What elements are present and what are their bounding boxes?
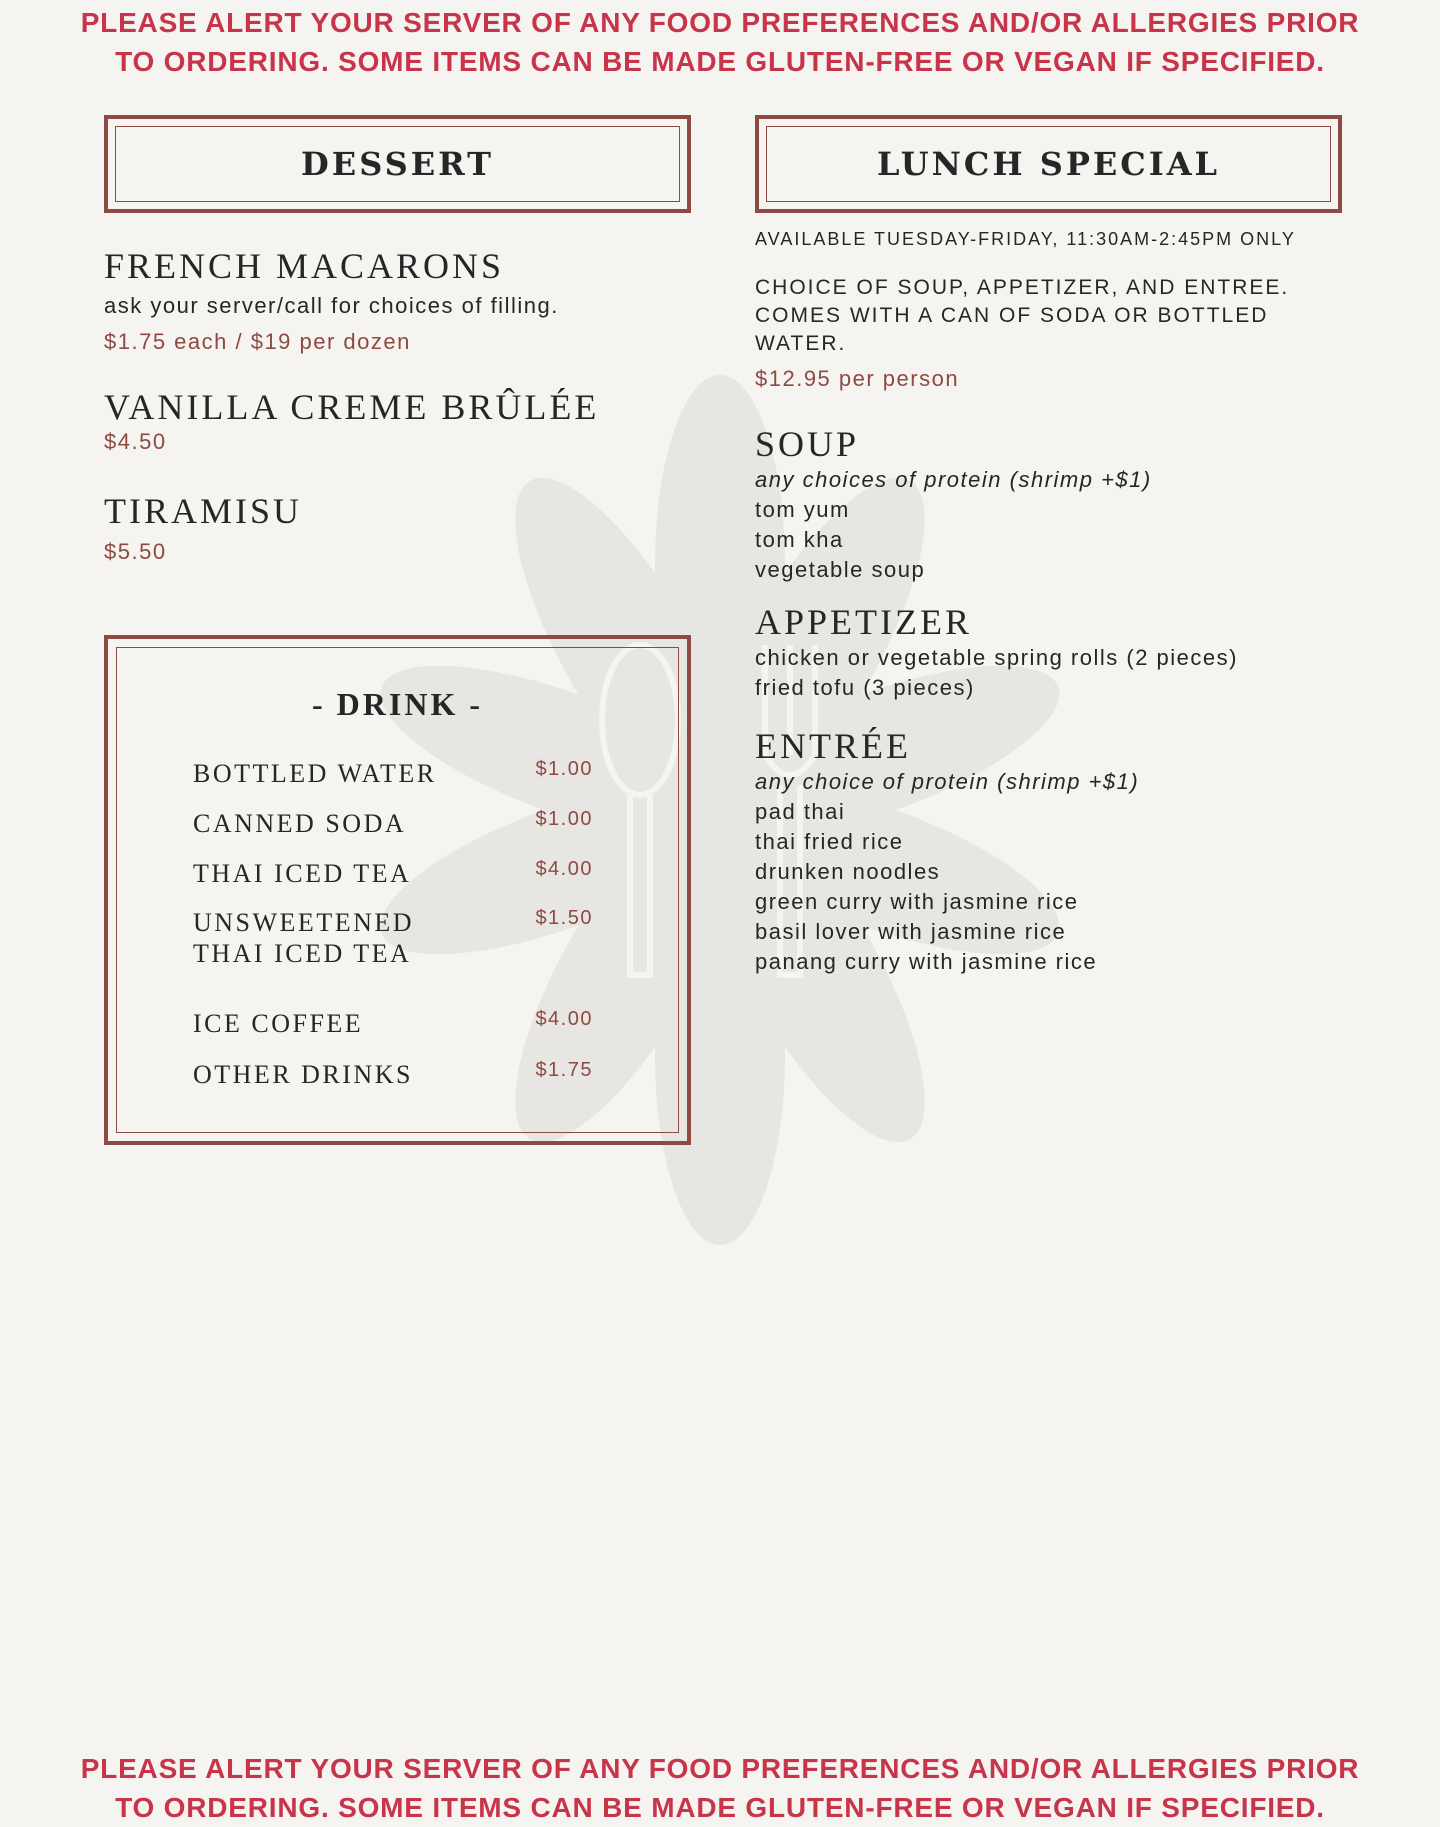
lunch-title: LUNCH SPECIAL [766, 126, 1331, 202]
drink-name: UNSWEETENED THAI ICED TEA [193, 908, 415, 968]
dessert-items [104, 245, 704, 566]
drink-name: CANNED SODA [193, 809, 407, 838]
soup-heading: SOUP [755, 424, 860, 464]
entree-item: thai fried rice [755, 829, 904, 854]
drink-name: OTHER DRINKS [193, 1060, 413, 1089]
dessert-item [104, 386, 704, 456]
lunch-description: CHOICE OF SOUP, APPETIZER, AND ENTREE. COMES WITH A CAN OF SODA OR BOTTLED WATER. [755, 276, 1290, 355]
alert-line-2: TO ORDERING. SOME ITEMS CAN BE MADE GLUTEN-FREE OR VEGAN IF SPECIFIED. [115, 46, 1325, 77]
dessert-item [104, 490, 704, 566]
drink-title: - DRINK - [312, 686, 483, 722]
drink-price: $1.00 [535, 808, 593, 830]
lunch-details [755, 226, 1395, 977]
drink-name: ICE COFFEE [193, 1009, 364, 1038]
dessert-title: DESSERT [115, 126, 680, 202]
appetizer-heading: APPETIZER [755, 602, 973, 642]
appetizer-item: fried tofu (3 pieces) [755, 675, 975, 700]
entree-item: basil lover with jasmine rice [755, 919, 1067, 944]
drink-price: $1.50 [535, 907, 593, 929]
dessert-item-name: VANILLA CREME BRÛLÉE [104, 387, 600, 427]
drink-row [193, 907, 593, 969]
soup-item: tom yum [755, 497, 850, 522]
dessert-title-box [104, 115, 691, 213]
drink-price: $4.00 [535, 1008, 593, 1030]
dessert-item [104, 245, 704, 356]
dessert-item-price: $5.50 [104, 539, 167, 564]
dessert-item-name: FRENCH MACARONS [104, 246, 505, 286]
alert-line-2: TO ORDERING. SOME ITEMS CAN BE MADE GLUTEN-FREE OR VEGAN IF SPECIFIED. [115, 1792, 1325, 1823]
lunch-availability: AVAILABLE TUESDAY-FRIDAY, 11:30AM-2:45PM ONLY [755, 229, 1296, 249]
dessert-item-description: ask your server/call for choices of filling. [104, 293, 559, 318]
drink-row [193, 758, 593, 789]
drink-row [193, 808, 593, 839]
drink-row [193, 1008, 593, 1039]
dessert-item-name: TIRAMISU [104, 491, 303, 531]
allergy-alert-bottom [0, 1749, 1440, 1827]
entree-item: drunken noodles [755, 859, 941, 884]
appetizer-item: chicken or vegetable spring rolls (2 pieces) [755, 645, 1238, 670]
entree-heading: ENTRÉE [755, 726, 911, 766]
drink-price: $1.75 [535, 1059, 593, 1081]
drink-name: BOTTLED WATER [193, 759, 437, 788]
lunch-price: $12.95 per person [755, 366, 960, 391]
drink-box-inner [116, 647, 679, 1133]
lunch-title-box [755, 115, 1342, 213]
drink-row [193, 1059, 593, 1090]
allergy-alert-top [0, 3, 1440, 81]
alert-line-1: PLEASE ALERT YOUR SERVER OF ANY FOOD PREFERENCES AND/OR ALLERGIES PRIOR [80, 1753, 1360, 1784]
entree-item: green curry with jasmine rice [755, 889, 1079, 914]
dessert-item-price: $4.50 [104, 429, 167, 454]
alert-line-1: PLEASE ALERT YOUR SERVER OF ANY FOOD PREFERENCES AND/OR ALLERGIES PRIOR [80, 7, 1360, 38]
dessert-item-price: $1.75 each / $19 per dozen [104, 329, 411, 354]
soup-note: any choices of protein (shrimp +$1) [755, 467, 1152, 492]
soup-item: vegetable soup [755, 557, 926, 582]
entree-note: any choice of protein (shrimp +$1) [755, 769, 1140, 794]
soup-item: tom kha [755, 527, 844, 552]
drink-box [104, 635, 691, 1145]
entree-item: pad thai [755, 799, 846, 824]
entree-item: panang curry with jasmine rice [755, 949, 1098, 974]
drink-row [193, 858, 593, 889]
drink-price: $4.00 [535, 858, 593, 880]
drink-name: THAI ICED TEA [193, 859, 412, 888]
drink-price: $1.00 [535, 758, 593, 780]
